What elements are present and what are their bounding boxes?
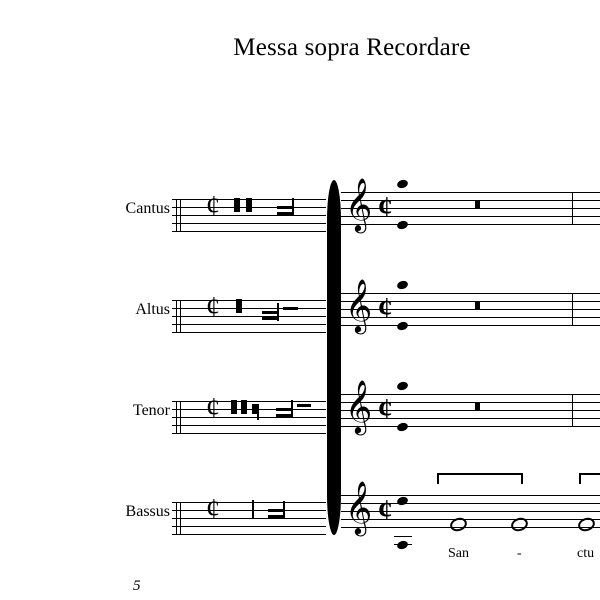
mensuration-sign-cantus: ¢ [206, 191, 220, 222]
part-name-text: Tenor [132, 402, 170, 419]
incipit-stem-bassus-1 [252, 500, 254, 518]
incipit-note-altus-3 [262, 317, 278, 320]
notehead-bassus-2 [396, 539, 409, 550]
mensuration-sign-tenor: ¢ [206, 393, 220, 424]
incipit-left-barline-altus [176, 300, 177, 333]
incipit-left-barline2-cantus [180, 199, 181, 232]
ledger-line-tenor [394, 426, 412, 427]
incipit-note-tenor-2 [241, 400, 247, 414]
mensuration-sign-altus: ¢ [206, 292, 220, 323]
incipit-note-altus-1 [236, 299, 242, 313]
incipit-left-barline2-altus [180, 300, 181, 333]
incipit-left-barline2-bassus [180, 502, 181, 535]
incipit-note-cantus-4 [277, 212, 293, 215]
incipit-note-bassus-1 [268, 509, 284, 512]
incipit-left-barline-bassus [176, 502, 177, 535]
rest-tenor [475, 402, 480, 411]
rest-altus [475, 301, 480, 310]
treble-clef-altus: 𝄞 [345, 278, 373, 332]
incipit-note-cantus-1 [234, 198, 240, 212]
incipit-left-barline-tenor [176, 401, 177, 434]
beam-bassus-2 [579, 473, 600, 475]
part-label-tenor [60, 402, 170, 420]
notehead-tenor-1 [396, 380, 409, 391]
treble-clef-tenor: 𝄞 [345, 379, 373, 433]
incipit-stem-bassus-2 [283, 501, 285, 519]
incipit-note-altus-4 [283, 307, 298, 310]
incipit-staff-altus [172, 300, 326, 333]
incipit-left-barline-cantus [176, 199, 177, 232]
beam-bassus-1 [437, 473, 523, 475]
barline-altus [572, 293, 573, 326]
incipit-stem-tenor [257, 404, 259, 420]
time-signature-cantus: ¢ [378, 191, 393, 223]
incipit-stem-tenor-2 [291, 400, 293, 418]
beam-leg-bassus-1b [521, 473, 523, 484]
incipit-note-cantus-3 [277, 206, 293, 209]
incipit-stem-cantus [292, 198, 294, 216]
mensuration-sign-bassus: ¢ [206, 494, 220, 525]
notehead-cantus-1 [396, 178, 409, 189]
lyric-syllable: San [448, 546, 469, 561]
time-signature-bassus: ¢ [378, 494, 393, 526]
lyric-syllable: - [517, 546, 522, 561]
time-signature-altus: ¢ [378, 292, 393, 324]
notehead-altus-1 [396, 279, 409, 290]
ledger-line-altus [394, 325, 412, 326]
ledger-line-bassus-1 [394, 536, 412, 537]
beam-leg-bassus-1a [437, 473, 439, 484]
part-name-text: Cantus [125, 200, 170, 217]
incipit-note-tenor-6 [297, 404, 311, 407]
time-signature-tenor: ¢ [378, 393, 393, 425]
lyric-syllable: ctu [577, 546, 595, 561]
barline-cantus [572, 192, 573, 225]
rest-cantus [475, 200, 480, 209]
treble-clef-cantus: 𝄞 [345, 177, 373, 231]
incipit-note-bassus-2 [268, 515, 284, 518]
treble-clef-bassus: 𝄞 [345, 480, 373, 534]
incipit-left-barline2-tenor [180, 401, 181, 434]
part-name-text: Bassus [125, 503, 170, 520]
system-bracket [327, 180, 341, 535]
measure-number: 5 [133, 578, 141, 594]
page-title: Messa sopra Recordare [233, 34, 471, 61]
incipit-note-tenor-1 [231, 400, 237, 414]
incipit-stem-altus [277, 303, 279, 321]
part-label-cantus [60, 200, 170, 218]
ledger-line-cantus [394, 224, 412, 225]
ledger-line-bassus-2 [394, 544, 412, 545]
part-label-bassus [60, 503, 170, 521]
incipit-note-tenor-5 [276, 414, 292, 417]
barline-tenor [572, 394, 573, 427]
incipit-staff-bassus [172, 502, 326, 535]
part-name-text: Altus [135, 301, 170, 318]
incipit-note-altus-2 [262, 311, 278, 314]
incipit-note-cantus-2 [246, 198, 252, 212]
beam-leg-bassus-2a [579, 473, 581, 484]
part-label-altus [60, 301, 170, 319]
incipit-note-tenor-4 [276, 408, 292, 411]
